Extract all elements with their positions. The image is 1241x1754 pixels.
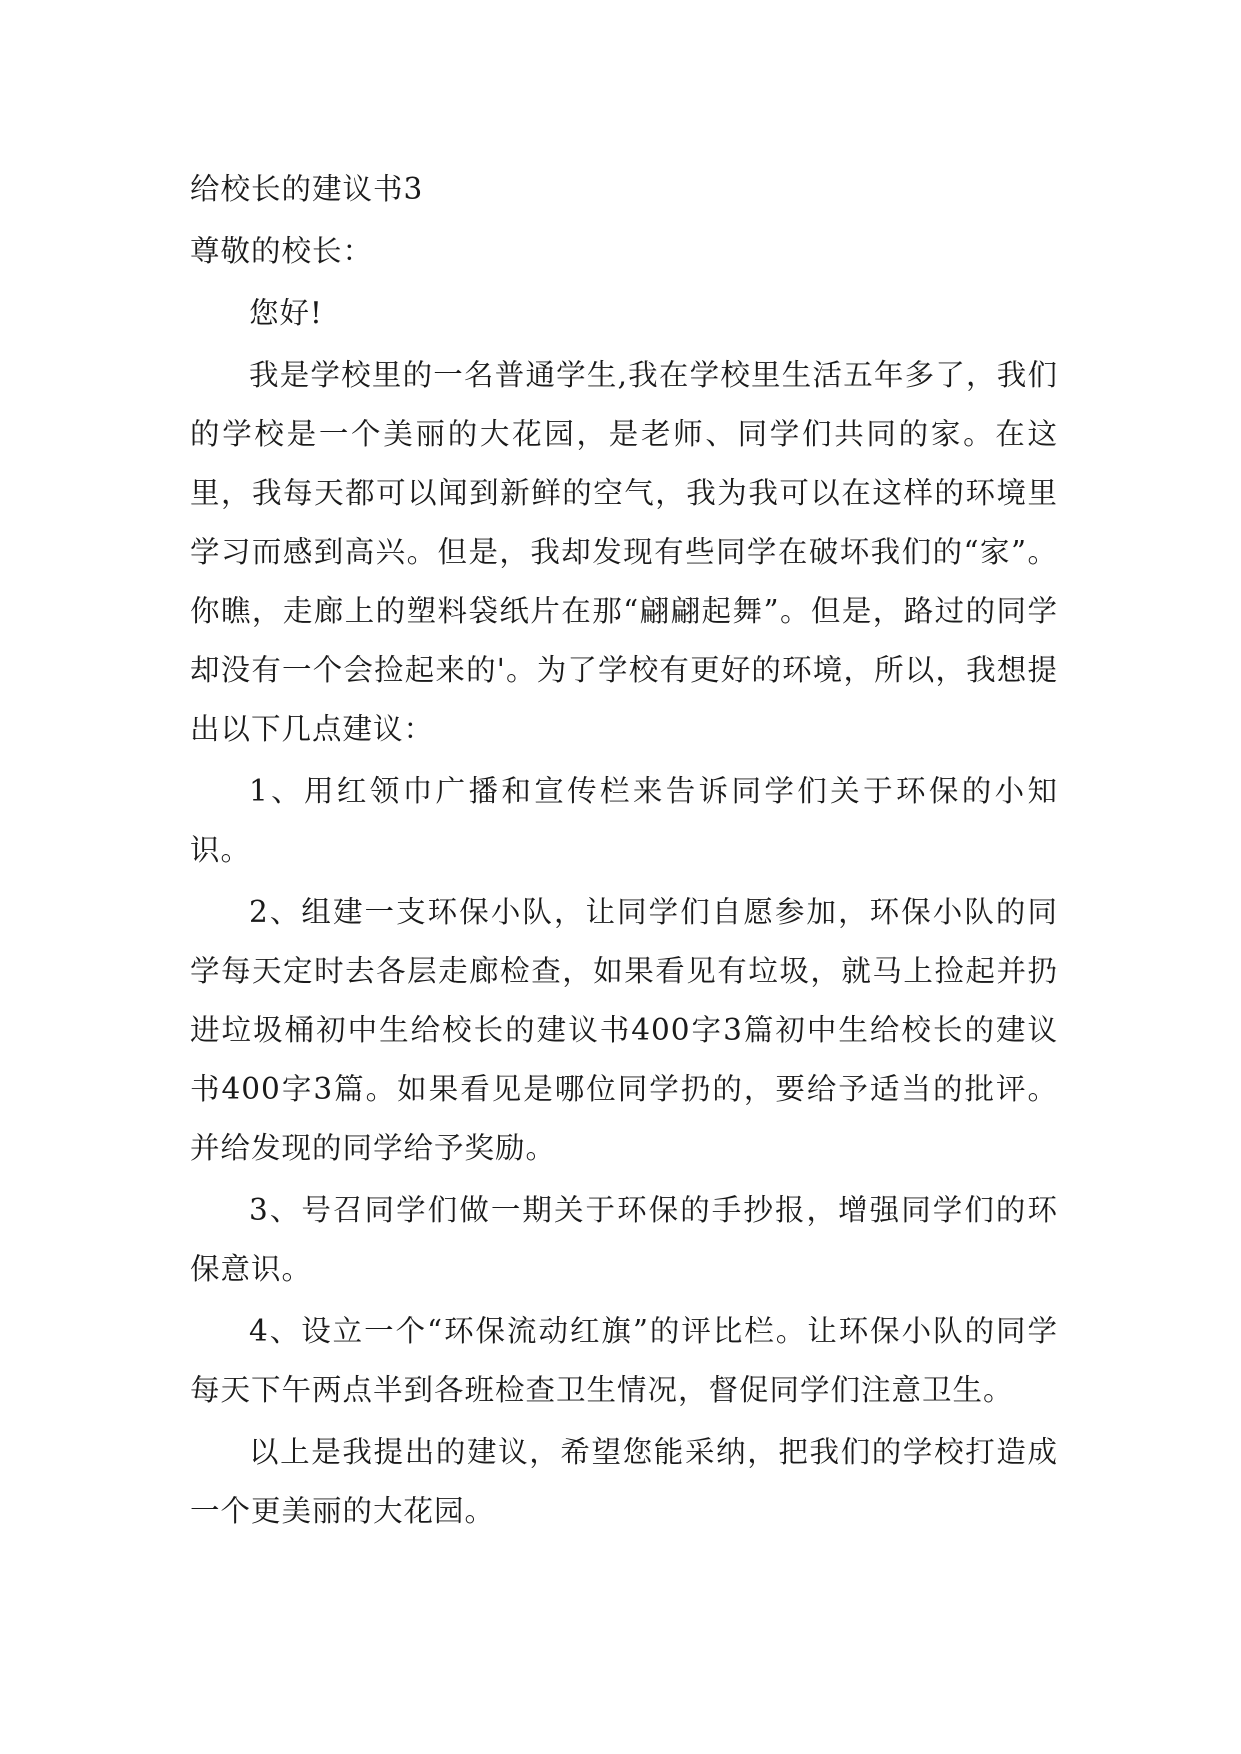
- suggestion-2: 2、组建一支环保小队，让同学们自愿参加，环保小队的同学每天定时去各层走廊检查，如果看见有垃圾，就马上捡起并扔进垃圾桶初中生给校长的建议书400字3篇初中生给校长的建议书400字3篇。如果看见是哪位同学扔的，要给予适当的批评。并给发现的同学给予奖励。: [190, 895, 1058, 1165]
- salutation: 尊敬的校长：: [190, 234, 374, 268]
- suggestion-4: 4、设立一个“环保流动红旗”的评比栏。让环保小队的同学每天下午两点半到各班检查卫生情况，督促同学们注意卫生。: [190, 1314, 1058, 1407]
- paragraph: 我是学校里的一名普通学生,我在学校里生活五年多了，我们的学校是一个美丽的大花园，是老师、同学们共同的家。在这里，我每天都可以闻到新鲜的空气，我为我可以在这样的环境里学习而感到高兴。但是，我却发现有些同学在破坏我们的“家”。你瞧，走廊上的塑料袋纸片在那“翩翩起舞”。但是，路过的同学却没有一个会捡起来的'。为了学校有更好的环境，所以，我想提出以下几点建议：: [190, 358, 1058, 746]
- document-body: [190, 160, 1058, 1544]
- suggestion-3: 3、号召同学们做一期关于环保的手抄报，增强同学们的环保意识。: [190, 1193, 1058, 1286]
- greeting: 您好!: [249, 296, 323, 330]
- closing-paragraph: 以上是我提出的建议，希望您能采纳，把我们的学校打造成一个更美丽的大花园。: [190, 1435, 1058, 1528]
- document-title: 给校长的建议书3: [190, 172, 424, 206]
- suggestion-1: 1、用红领巾广播和宣传栏来告诉同学们关于环保的小知识。: [190, 774, 1058, 867]
